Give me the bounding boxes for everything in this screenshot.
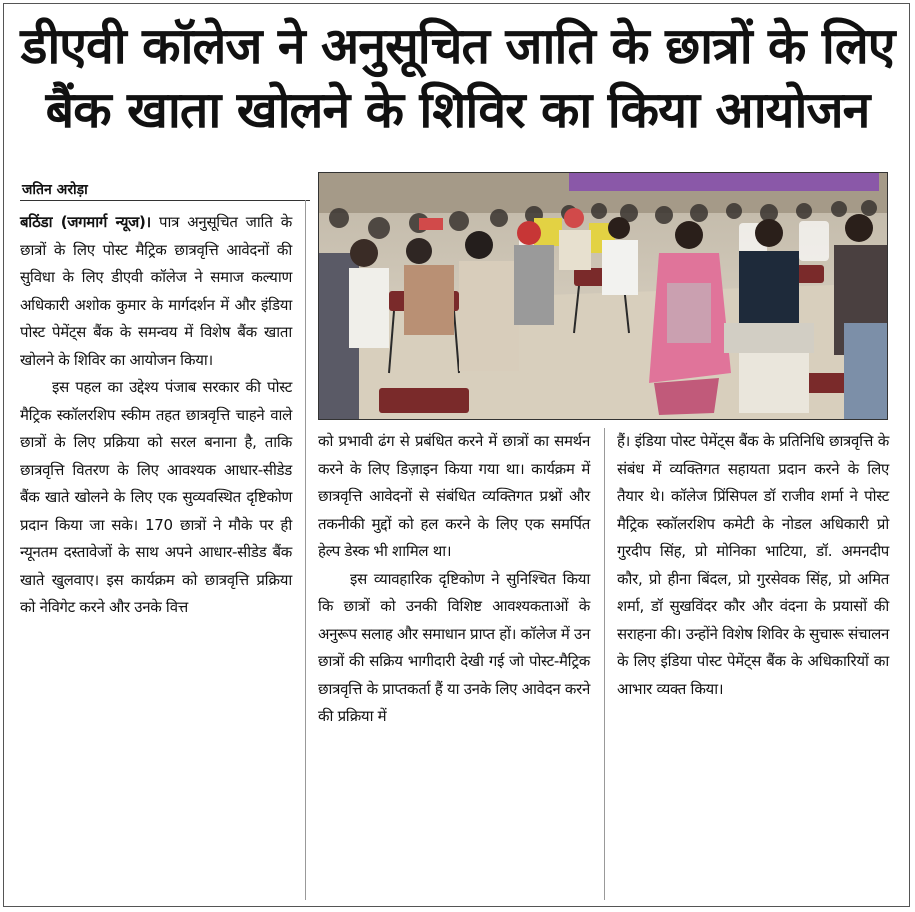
paragraph-text: पात्र अनुसूचित जाति के छात्रों के लिए पोस्ट मैट्रिक छात्रवृत्ति आवेदनों की सुविधा के लिए डीएवी कॉलेज ने समाज कल्याण अधिकारी अशोक कुमार के मार्गदर्शन में और इंडिया पोस्ट पेमेंट्स बैंक के समन्वय में विशेष बैंक खाता खोलने के शिविर का आयोजन किया।	[20, 213, 292, 369]
paragraph-4: इस व्यावहारिक दृष्टिकोण ने सुनिश्चित किया कि छात्रों को उनकी विशिष्ट आवश्यकताओं के अनुरूप सलाह और समाधान प्राप्त हों। कॉलेज में उन छात्रों की सक्रिय भागीदारी देखी गई जो पोस्ट-मैट्रिक छात्रवृत्ति के प्राप्तकर्ता हैं या उनके लिए आवेदन करने की प्रक्रिया में	[318, 569, 590, 725]
paragraph-3: को प्रभावी ढंग से प्रबंधित करने में छात्रों का समर्थन करने के लिए डिज़ाइन किया गया था। कार्यक्रम में छात्रवृत्ति आवेदनों से संबंधित व्यक्तिगत प्रश्नों और तकनीकी मुद्दों को हल करने के लिए एक समर्पित हेल्प डेस्क भी शामिल था।	[318, 432, 590, 560]
article-column-2	[318, 428, 590, 731]
headline	[10, 14, 905, 142]
paragraph-2: इस पहल का उद्देश्य पंजाब सरकार की पोस्ट मैट्रिक स्कॉलरशिप स्कीम तहत छात्रवृत्ति चाहने वाले छात्रों के लिए प्रक्रिया को सरल बनाना है, ताकि छात्रवृत्ति वितरण के लिए आवश्यक आधार-सीडेड बैंक खाते खोलने के लिए एक सुव्यवस्थित दृष्टिकोण प्रदान किया जा सके। 170 छात्रों ने मौके पर ही न्यूनतम दस्तावेजों के साथ अपने आधार-सीडेड बैंक खाते खुलवाए। इस कार्यक्रम को छात्रवृत्ति प्रक्रिया को नेविगेट करने और उनके वित्त	[20, 378, 292, 616]
photo-illustration	[319, 173, 888, 420]
article-photo	[318, 172, 888, 420]
byline-rule	[20, 200, 310, 201]
banner	[569, 173, 879, 191]
column-rule	[604, 428, 605, 900]
paragraph-5: हैं। इंडिया पोस्ट पेमेंट्स बैंक के प्रतिनिधि छात्रवृत्ति के संबंध में व्यक्तिगत सहायता प्रदान करने के लिए तैयार थे। कॉलेज प्रिंसिपल डॉ राजीव शर्मा ने पोस्ट मैट्रिक स्कॉलरशिप कमेटी के नोडल अधिकारी प्रो गुरदीप सिंह, प्रो मोनिका भाटिया, डॉ. अमनदीप कौर, प्रो हीना बिंदल, प्रो गुरसेवक सिंह, प्रो अमित शर्मा, डॉ सुखविंदर कौर और वंदना के प्रयासों की सराहना की। उन्होंने विशेष शिविर के सुचारू संचालन के लिए इंडिया पोस्ट पेमेंट्स बैंक के अधिकारियों का आभार व्यक्त किया।	[617, 432, 889, 698]
headline-line-2: बैंक खाता खोलने के शिविर का किया आयोजन	[45, 81, 870, 139]
headline-line-1: डीएवी कॉलेज ने अनुसूचित जाति के छात्रों के लिए	[20, 17, 895, 75]
column-rule	[305, 200, 306, 900]
byline: जतिन अरोड़ा	[22, 182, 88, 198]
paragraph-1	[20, 209, 292, 374]
dateline: बठिंडा (जगमार्ग न्यूज)।	[20, 213, 151, 231]
article-column-3	[617, 428, 889, 703]
article-column-1	[20, 209, 292, 622]
